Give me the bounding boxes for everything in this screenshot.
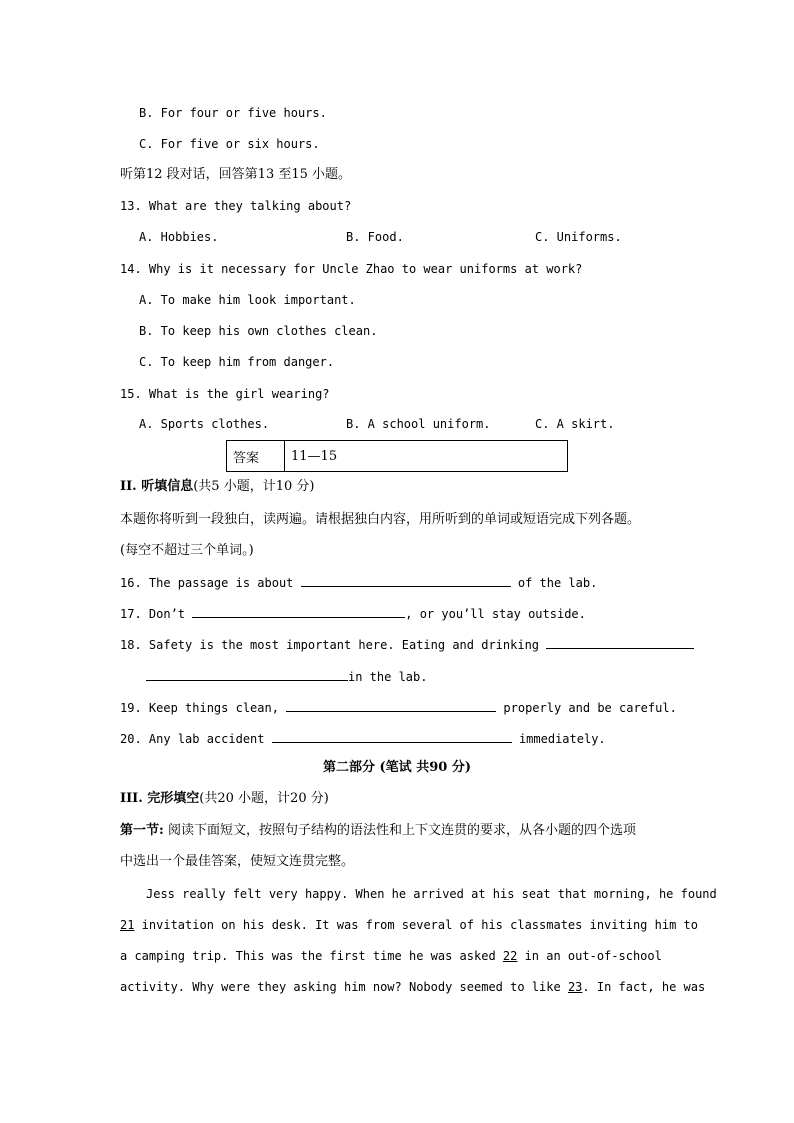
passage-line-2-text: invitation on his desk. It was from several of his classmates inviting him to: [134, 918, 698, 932]
q16-text-a: 16. The passage is about: [120, 576, 301, 590]
q20: [120, 730, 606, 747]
q17: [120, 605, 586, 622]
passage-line-4-text-a: activity. Why were they asking him now? Nobody seemed to like: [120, 980, 568, 994]
part-2-title-text: 第二部分 (笔试 共90 分): [323, 760, 471, 775]
q13-option-c: C. Uniforms.: [535, 230, 622, 244]
passage-line-4: [120, 979, 705, 995]
q18-text-a: 18. Safety is the most important here. Eating and drinking: [120, 638, 547, 652]
q12-option-c: C. For five or six hours.: [139, 137, 320, 151]
q20-text-a: 20. Any lab accident: [120, 732, 272, 746]
q14-option-b: B. To keep his own clothes clean.: [139, 324, 378, 338]
q18-blank-2[interactable]: [146, 668, 348, 681]
passage-line-4-text-b: . In fact, he was: [582, 980, 706, 994]
passage-line-2: [120, 917, 698, 933]
instruction-dialogue-12: 听第12 段对话，回答第13 至15 小题。: [120, 167, 352, 182]
section-2-heading: [120, 479, 314, 495]
q18-text-b: in the lab.: [348, 670, 428, 684]
q18-continued: [146, 668, 427, 685]
q19-blank[interactable]: [286, 699, 496, 712]
passage-line-1: Jess really felt very happy. When he arrived at his seat that morning, he found: [146, 887, 717, 901]
q17-text-a: 17. Don’t: [120, 607, 193, 621]
section-3-heading-score: (共20 小题，计20 分): [199, 791, 329, 806]
q14-option-c: C. To keep him from danger.: [139, 355, 335, 369]
section-3-instruction-2: 中选出一个最佳答案，使短文连贯完整。: [120, 854, 355, 869]
q20-text-b: immediately.: [511, 732, 606, 746]
q19-text-a: 19. Keep things clean,: [120, 701, 287, 715]
part-2-title: [0, 760, 794, 776]
passage-line-3: [120, 948, 662, 964]
section-2-instruction-2: (每空不超过三个单词。): [120, 543, 254, 558]
section-2-instruction-1: 本题你将听到一段独白，读两遍。请根据独白内容，用所听到的单词或短语完成下列各题。: [120, 512, 641, 527]
q18-blank-1[interactable]: [546, 636, 694, 649]
section-3-instruction-1: [120, 823, 636, 839]
q14-option-a: A. To make him look important.: [139, 293, 356, 307]
passage-line-3-text-b: in an out-of-school: [517, 949, 662, 963]
q20-blank[interactable]: [272, 730, 512, 743]
q17-blank[interactable]: [192, 605, 405, 618]
section-2-heading-title: II. 听填信息: [120, 479, 194, 494]
answer-box: [226, 440, 568, 472]
q15-option-b: B. A school uniform.: [346, 417, 491, 431]
q15-option-a: A. Sports clothes.: [139, 417, 270, 431]
q17-text-b: , or you’ll stay outside.: [405, 607, 586, 621]
q16: [120, 574, 597, 591]
section-2-heading-score: (共5 小题，计10 分): [193, 479, 315, 494]
q13-option-b: B. Food.: [346, 230, 404, 244]
section-3-instruction-text: 阅读下面短文，按照句子结构的语法性和上下文连贯的要求，从各小题的四个选项: [163, 823, 636, 838]
q15-option-c: C. A skirt.: [535, 417, 615, 431]
answer-box-label: 答案: [227, 441, 285, 472]
passage-line-3-text-a: a camping trip. This was the first time he was asked: [120, 949, 503, 963]
q18: [120, 636, 694, 653]
q13-question: 13. What are they talking about?: [120, 199, 352, 213]
q15-question: 15. What is the girl wearing?: [120, 387, 330, 401]
section-3-heading-title: III. 完形填空: [120, 791, 200, 806]
answer-box-range: 11—15: [285, 441, 568, 472]
q12-option-b: B. For four or five hours.: [139, 106, 327, 120]
q16-text-b: of the lab.: [510, 576, 598, 590]
q16-blank[interactable]: [301, 574, 511, 587]
section-3-heading: [120, 791, 329, 807]
q13-option-a: A. Hobbies.: [139, 230, 219, 244]
q14-question: 14. Why is it necessary for Uncle Zhao to wear uniforms at work?: [120, 262, 583, 276]
q19: [120, 699, 677, 716]
section-3-instruction-label: 第一节:: [120, 823, 164, 838]
blank-23[interactable]: 23: [567, 980, 583, 994]
blank-21[interactable]: 21: [120, 918, 135, 932]
blank-22[interactable]: 22: [502, 949, 518, 963]
q19-text-b: properly and be careful.: [496, 701, 677, 715]
